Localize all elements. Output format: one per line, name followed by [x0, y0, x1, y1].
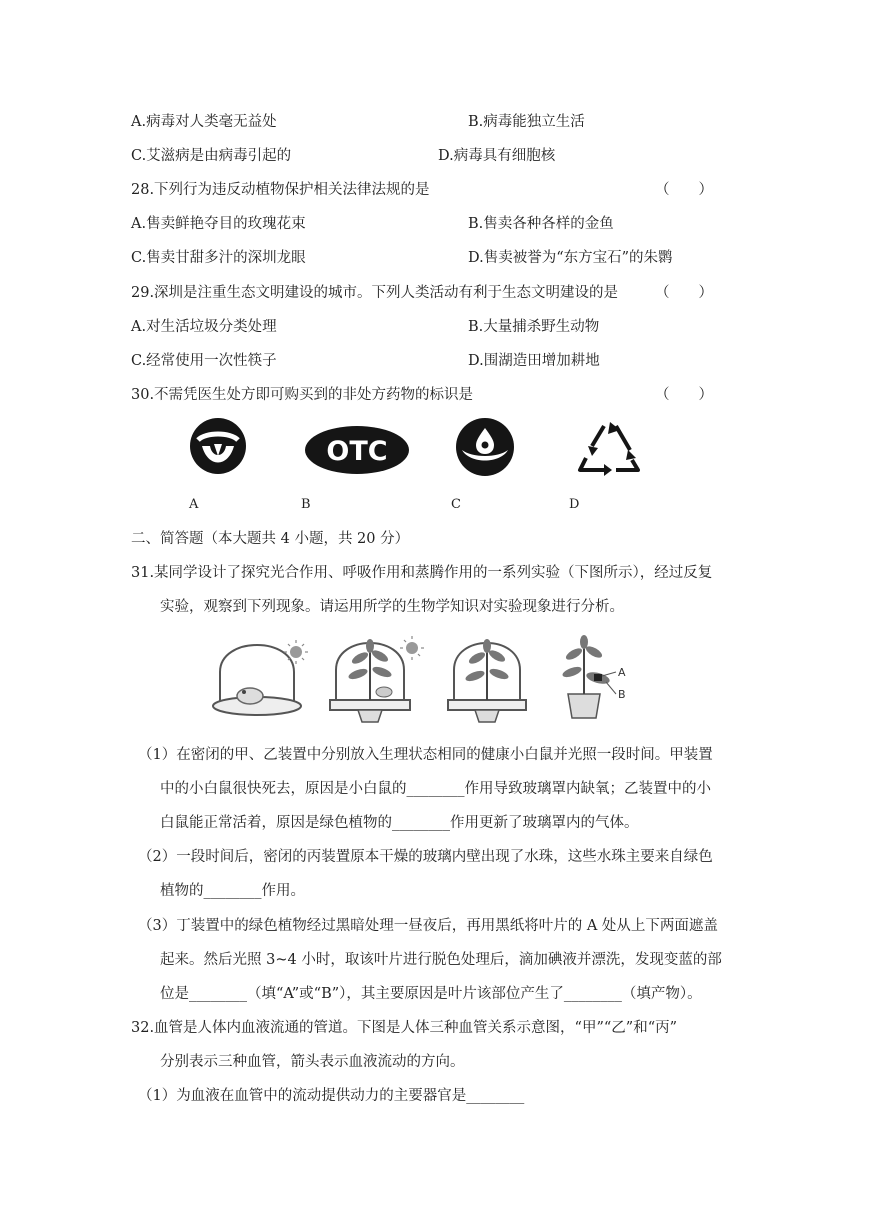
q27-option-c: C.艾滋病是由病毒引起的: [131, 148, 292, 164]
q31-p1-line-1: （1）在密闭的甲、乙装置中分别放入生理状态相同的健康小白鼠并光照一段时间。甲装置: [138, 747, 713, 763]
symbol-label-d: D: [569, 497, 580, 512]
q31-p2-line-1: （2）一段时间后，密闭的丙装置原本干燥的玻璃内壁出现了水珠，这些水珠主要来自绿色: [138, 849, 713, 865]
q32-stem-line-1: 32.血管是人体内血液流通的管道。下图是人体三种血管关系示意图，“甲”“乙”和“丙”: [131, 1020, 678, 1036]
q29-answer-bracket: （ ）: [655, 285, 713, 301]
q28-option-b: B.售卖各种各样的金鱼: [468, 216, 614, 232]
fig-label-a: A: [618, 666, 626, 679]
q32-p1: （1）为血液在血管中的流动提供动力的主要器官是________: [138, 1088, 525, 1104]
q31-p3-line-1: （3）丁装置中的绿色植物经过黑暗处理一昼夜后，再用黑纸将叶片的 A 处从上下两面遮盖: [138, 918, 718, 934]
symbol-d-recycle-icon: [574, 418, 646, 484]
q31-stem-line-2: 实验，观察到下列现象。请运用所学的生物学知识对实验现象进行分析。: [160, 599, 624, 615]
apparatus-yi: [330, 636, 424, 722]
fig-label-b: B: [618, 688, 626, 701]
symbol-label-c: C: [451, 497, 461, 512]
q28-option-d: D.售卖被誉为“东方宝石”的朱鹮: [468, 250, 673, 266]
q31-p1-line-3: 白鼠能正常活着，原因是绿色植物的________作用更新了玻璃罩内的气体。: [160, 815, 639, 831]
q31-p1-line-2: 中的小白鼠很快死去，原因是小白鼠的________作用导致玻璃罩内缺氧；乙装置中的小: [160, 781, 711, 797]
q28-answer-bracket: （ ）: [655, 182, 713, 198]
q30-stem: 30.不需凭医生处方即可购买到的非处方药物的标识是: [131, 387, 474, 403]
q27-option-a: A.病毒对人类毫无益处: [131, 114, 277, 130]
q32-stem-line-2: 分别表示三种血管，箭头表示血液流动的方向。: [160, 1054, 465, 1070]
q31-p3-line-2: 起来。然后光照 3~4 小时，取该叶片进行脱色处理后，滴加碘液并漂洗，发现变蓝的部: [160, 952, 722, 968]
q30-answer-bracket: （ ）: [655, 387, 713, 403]
q31-experiment-figure: [208, 632, 658, 726]
q28-option-a: A.售卖鲜艳夺目的玫瑰花束: [131, 216, 306, 232]
symbol-a-green-food-icon: [188, 416, 248, 476]
q28-stem: 28.下列行为违反动植物保护相关法律法规的是: [131, 182, 430, 198]
symbol-b-otc-icon: [303, 424, 411, 476]
q31-p3-line-3: 位是________（填“A”或“B”），其主要原因是叶片该部位产生了________（填产物）。: [160, 986, 702, 1002]
apparatus-bing: [448, 639, 526, 722]
q29-option-b: B.大量捕杀野生动物: [468, 319, 600, 335]
q27-option-b: B.病毒能独立生活: [468, 114, 585, 130]
q27-option-d: D.病毒具有细胞核: [438, 148, 556, 164]
q29-option-c: C.经常使用一次性筷子: [131, 353, 277, 369]
otc-text: OTC: [326, 436, 388, 467]
symbol-label-a: A: [189, 497, 199, 512]
symbol-label-b: B: [301, 497, 311, 512]
q29-option-d: D.围湖造田增加耕地: [468, 353, 600, 369]
q31-stem-line-1: 31.某同学设计了探究光合作用、呼吸作用和蒸腾作用的一系列实验（下图所示），经过反复: [131, 565, 713, 581]
q29-stem: 29.深圳是注重生态文明建设的城市。下列人类活动有利于生态文明建设的是: [131, 285, 619, 301]
apparatus-ding: [561, 635, 626, 718]
apparatus-jia: [213, 640, 308, 715]
q29-option-a: A.对生活垃圾分类处理: [131, 319, 277, 335]
q28-option-c: C.售卖甘甜多汁的深圳龙眼: [131, 250, 306, 266]
symbol-c-water-saving-icon: [454, 416, 516, 478]
q31-p2-line-2: 植物的________作用。: [160, 883, 305, 899]
section-2-title: 二、简答题（本大题共 4 小题，共 20 分）: [131, 531, 410, 547]
